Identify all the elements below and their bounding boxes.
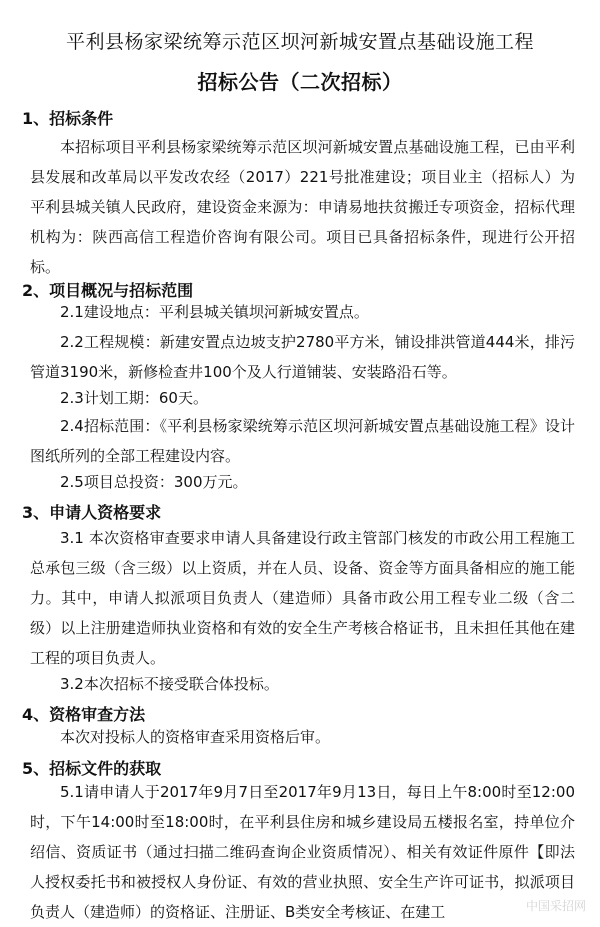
section-4-paragraph: 本次对投标人的资格审查采用资格后审。 (60, 728, 331, 746)
watermark: 中国采招网 (525, 899, 586, 913)
section-2-item-2: 2.2工程规模：新建安置点边坡支护2780平方米，铺设排洪管道444米，排污管道3190米，新修检查井100个及人行道铺装、安装路沿石等。 (30, 333, 575, 381)
document-subtitle: 招标公告（二次招标） (197, 70, 403, 94)
section-2-item-1: 2.1建设地点：平利县城关镇坝河新城安置点。 (60, 303, 369, 321)
section-heading-5: 5、招标文件的获取 (22, 759, 162, 778)
section-heading-3: 3、申请人资格要求 (22, 503, 162, 522)
section-2-item-4: 2.4招标范围：《平利县杨家梁统筹示范区坝河新城安置点基础设施工程》设计图纸所列的全部工程建设内容。 (30, 417, 575, 465)
section-heading-4: 4、资格审查方法 (22, 705, 146, 724)
section-heading-2: 2、项目概况与招标范围 (22, 281, 194, 300)
document-title: 平利县杨家梁统筹示范区坝河新城安置点基础设施工程 (65, 31, 534, 53)
section-heading-1: 1、招标条件 (22, 109, 114, 128)
section-3-item-1: 3.1 本次资格审查要求申请人具备建设行政主管部门核发的市政公用工程施工总承包三级（含三级）以上资质，并在人员、设备、资金等方面具备相应的施工能力。其中，申请人拟派项目负责人（建造师）具备市政公用工程专业二级（含二级）以上注册建造师执业资格和有效的安全生产考核合格证书，且未担任其他在建工程的项目负责人。 (30, 529, 575, 667)
section-3-item-2: 3.2本次招标不接受联合体投标。 (60, 675, 279, 693)
section-2-item-3: 2.3计划工期：60天。 (60, 389, 208, 407)
section-5-item-1: 5.1请申请人于2017年9月7日至2017年9月13日，每日上午8:00时至12:00时，下午14:00时至18:00时，在平利县住房和城乡建设局五楼报名室，持单位介绍信、资质证书（通过扫描二维码查询企业资质情况）、相关有效证件原件【即法人授权委托书和被授权人身份证、有效的营业执照、安全生产许可证书，拟派项目负责人（建造师）的资格证、注册证、B类安全考核证、在建工 (30, 783, 575, 921)
section-1-paragraph: 本招标项目平利县杨家梁统筹示范区坝河新城安置点基础设施工程，已由平利县发展和改革局以平发改农经（2017）221号批准建设；项目业主（招标人）为平利县城关镇人民政府，建设资金来源为：申请易地扶贫搬迁专项资金，招标代理机构为：陕西高信工程造价咨询有限公司。项目已具备招标条件，现进行公开招标。 (30, 138, 575, 276)
section-2-item-5: 2.5项目总投资：300万元。 (60, 473, 248, 491)
